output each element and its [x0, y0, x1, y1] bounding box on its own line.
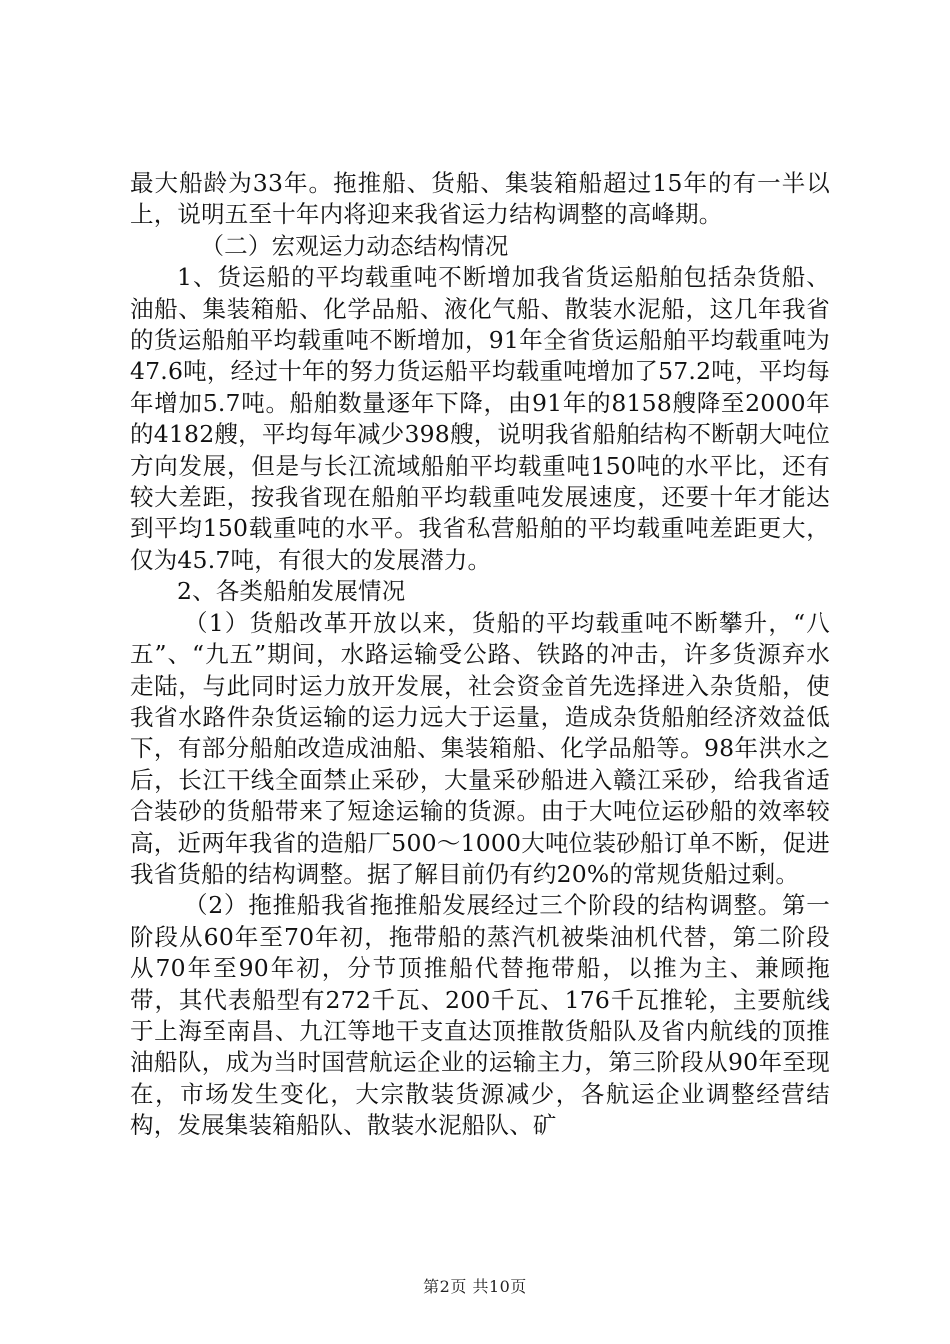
page-footer: 第2页 共10页: [423, 1277, 527, 1296]
document-body: [130, 168, 830, 1142]
subsection-heading: 2、各类船舶发展情况: [177, 577, 406, 606]
paragraph-cargo-ships: （1）货船改革开放以来，货船的平均载重吨不断攀升，“八五”、“九五”期间，水路运输受公路、铁路的冲击，许多货源弃水走陆，与此同时运力放开发展，社会资金首先选择进入杂货船，使我省水路件杂货运输的运力远大于运量，造成杂货船舶经济效益低下，有部分船舶改造成油船、集装箱船、化学品船等。98年洪水之后，长江干线全面禁止采砂，大量采砂船进入赣江采砂，给我省适合装砂的货船带来了短途运输的货源。由于大吨位运砂船的效率较高，近两年我省的造船厂500～1000大吨位装砂船订单不断，促进我省货船的结构调整。据了解目前仍有约20%的常规货船过剩。: [130, 608, 830, 888]
paragraph-continuation: 最大船龄为33年。拖推船、货船、集装箱船超过15年的有一半以上，说明五至十年内将迎来我省运力结构调整的高峰期。: [130, 169, 830, 229]
paragraph-cargo-tonnage: 1、货运船的平均载重吨不断增加我省货运船舶包括杂货船、油船、集装箱船、化学品船、液化气船、散装水泥船，这几年我省的货运船舶平均载重吨不断增加，91年全省货运船舶平均载重吨为47.6吨，经过十年的努力货运船平均载重吨增加了57.2吨，平均每年增加5.7吨。船舶数量逐年下降，由91年的8158艘降至2000年的4182艘，平均每年减少398艘，说明我省船舶结构不断朝大吨位方向发展，但是与长江流域船舶平均载重吨150吨的水平比，还有较大差距，按我省现在船舶平均载重吨发展速度，还要十年才能达到平均150载重吨的水平。我省私营船舶的平均载重吨差距更大，仅为45.7吨，有很大的发展潜力。: [130, 263, 830, 574]
paragraph-tug-push-boats: （2）拖推船我省拖推船发展经过三个阶段的结构调整。第一阶段从60年至70年初，拖带船的蒸汽机被柴油机代替，第二阶段从70年至90年初，分节顶推船代替拖带船，以推为主、兼顾拖带，其代表船型有272千瓦、200千瓦、176千瓦推轮，主要航线于上海至南昌、九江等地干支直达顶推散货船队及省内航线的顶推油船队，成为当时国营航运企业的运输主力，第三阶段从90年至现在，市场发生变化，大宗散装货源减少，各航运企业调整经营结构，发展集装箱船队、散装水泥船队、矿: [130, 891, 830, 1140]
section-heading: （二）宏观运力动态结构情况: [200, 231, 509, 260]
